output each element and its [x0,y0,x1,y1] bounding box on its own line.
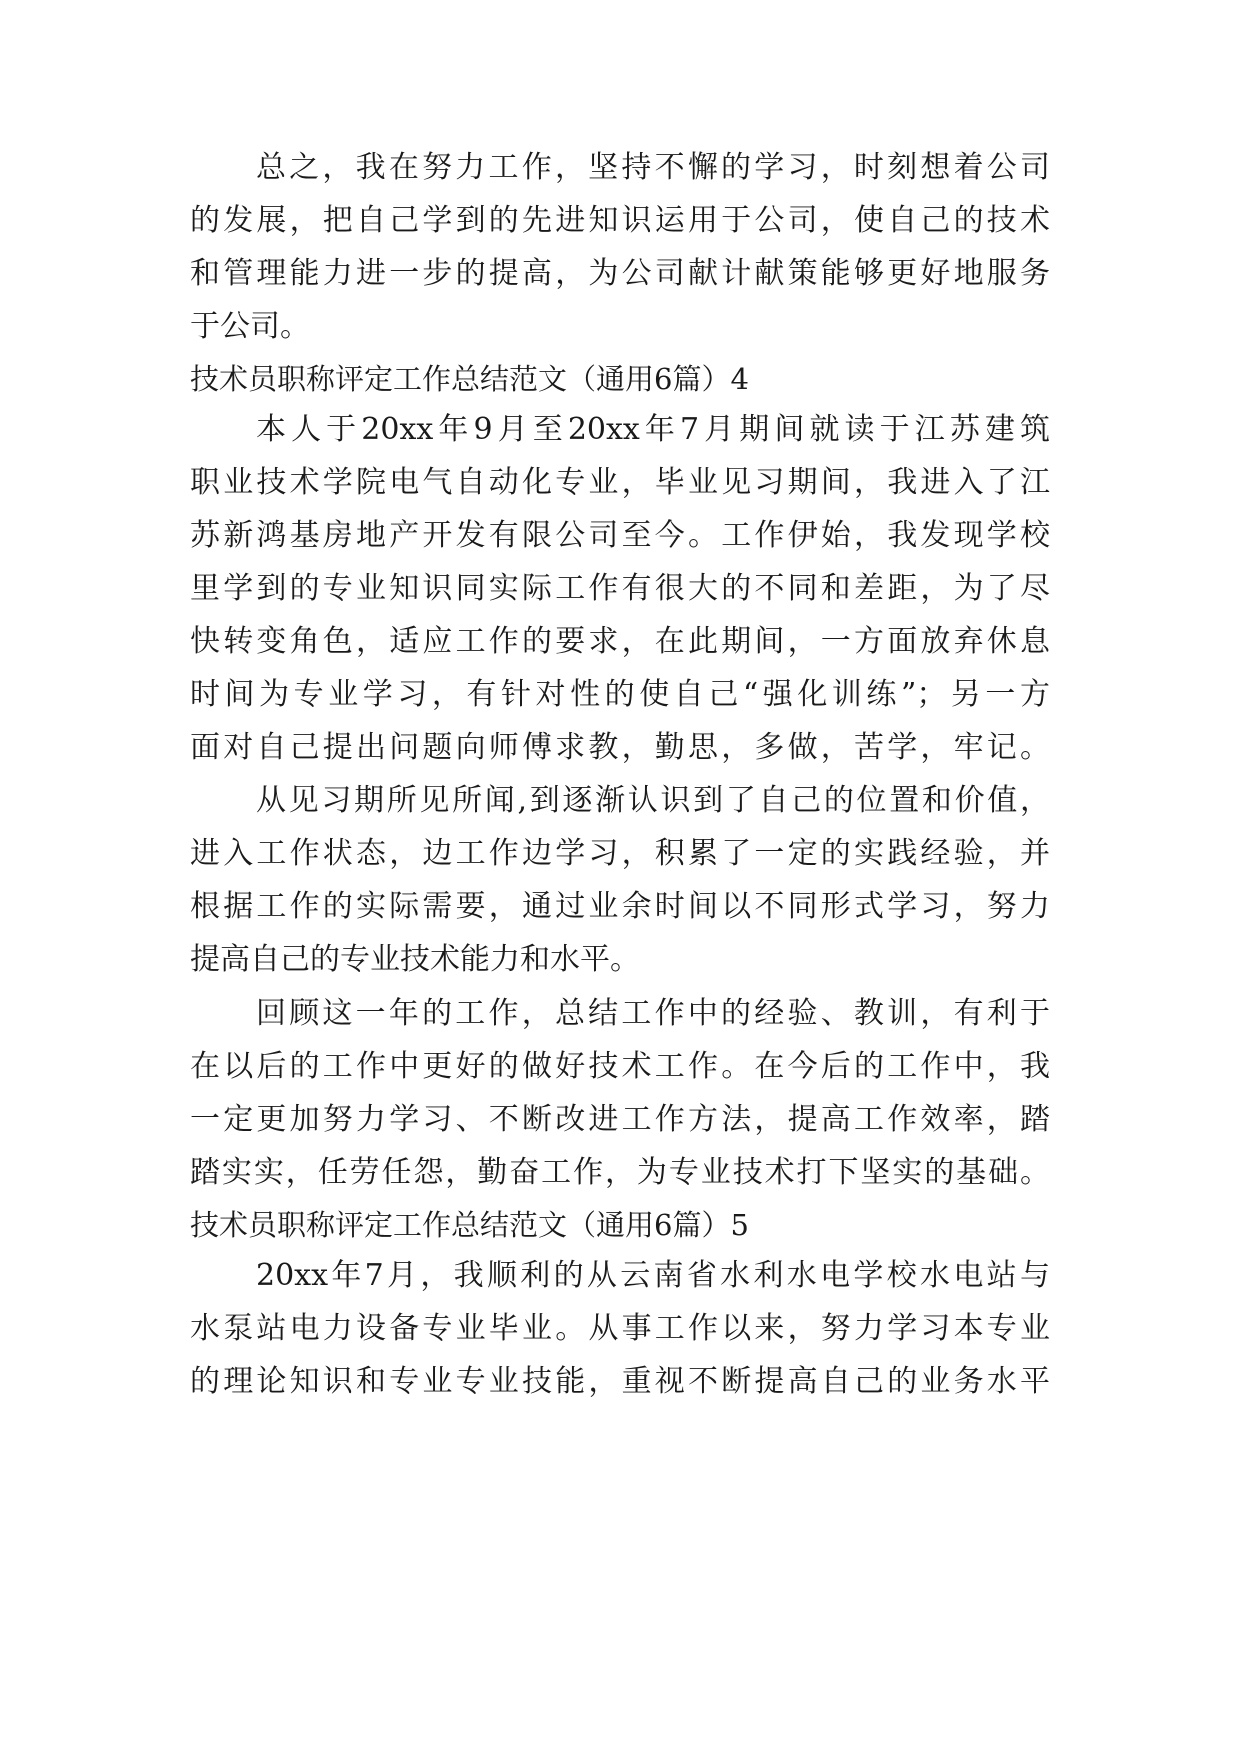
paragraph-5-line-3: 的理论知识和专业专业技能，重视不断提高自己的业务水平 [190,1364,1050,1399]
paragraph-2-line-6: 时间为专业学习，有针对性的使自己“强化训练”；另一方 [190,677,1050,712]
paragraph-5-line-1: 20xx年7月，我顺利的从云南省水利水电学校水电站与 [256,1258,1050,1293]
paragraph-2-line-1: 本人于20xx年9月至20xx年7月期间就读于江苏建筑 [256,412,1050,447]
paragraph-5-line-2: 水泵站电力设备专业毕业。从事工作以来，努力学习本专业 [190,1311,1050,1346]
paragraph-1-line-4: 于公司。 [190,309,310,344]
paragraph-2-line-5: 快转变角色，适应工作的要求，在此期间，一方面放弃休息 [190,624,1050,659]
paragraph-3-line-4: 提高自己的专业技术能力和水平。 [190,942,640,977]
paragraph-3-line-1: 从见习期所见所闻,到逐渐认识到了自己的位置和价值， [256,783,1050,818]
section-heading-4: 技术员职称评定工作总结范文（通用6篇）4 [190,362,749,396]
paragraph-2-line-3: 苏新鸿基房地产开发有限公司至今。工作伊始，我发现学校 [190,518,1050,553]
paragraph-1-line-1: 总之，我在努力工作，坚持不懈的学习，时刻想着公司 [256,150,1050,185]
paragraph-4-line-4: 踏实实，任劳任怨，勤奋工作，为专业技术打下坚实的基础。 [190,1155,1050,1190]
paragraph-2-line-7: 面对自己提出问题向师傅求教，勤思，多做，苦学，牢记。 [190,730,1050,765]
paragraph-4-line-1: 回顾这一年的工作，总结工作中的经验、教训，有利于 [256,996,1050,1031]
paragraph-1-line-2: 的发展，把自己学到的先进知识运用于公司，使自己的技术 [190,203,1050,238]
paragraph-3-line-2: 进入工作状态，边工作边学习，积累了一定的实践经验，并 [190,836,1050,871]
paragraph-2-line-2: 职业技术学院电气自动化专业，毕业见习期间，我进入了江 [190,465,1050,500]
paragraph-4-line-2: 在以后的工作中更好的做好技术工作。在今后的工作中，我 [190,1049,1050,1084]
paragraph-1-line-3: 和管理能力进一步的提高，为公司献计献策能够更好地服务 [190,256,1050,291]
paragraph-2-line-4: 里学到的专业知识同实际工作有很大的不同和差距，为了尽 [190,571,1050,606]
paragraph-4-line-3: 一定更加努力学习、不断改进工作方法，提高工作效率，踏 [190,1102,1050,1137]
paragraph-3-line-3: 根据工作的实际需要，通过业余时间以不同形式学习，努力 [190,889,1050,924]
section-heading-5: 技术员职称评定工作总结范文（通用6篇）5 [190,1208,749,1242]
